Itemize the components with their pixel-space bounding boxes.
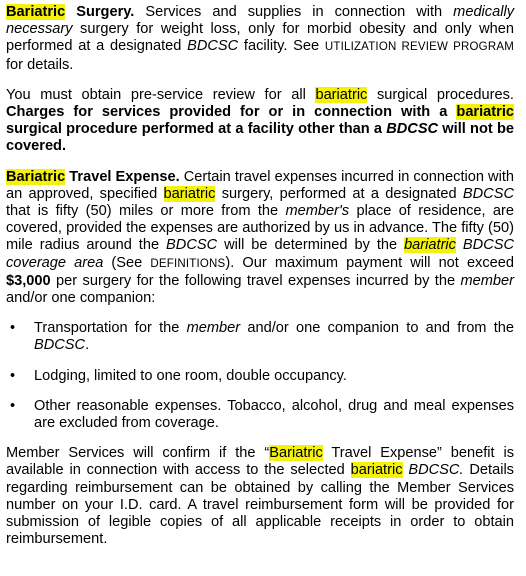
text: Transportation for the xyxy=(34,320,187,337)
italic-term: BDCSC xyxy=(166,237,218,254)
text: for details. xyxy=(6,56,74,73)
highlight: bariatric xyxy=(456,104,514,121)
text: surgical procedures. xyxy=(367,86,514,103)
highlight: bariatric xyxy=(315,86,368,103)
italic-term: member xyxy=(186,320,241,337)
bullet-icon: • xyxy=(10,320,16,337)
text: Services and supplies in connection with xyxy=(134,4,454,20)
travel-expense-list xyxy=(6,320,514,432)
text: per surgery for the following travel expenses incurred by the xyxy=(50,272,461,289)
text: . xyxy=(85,337,90,354)
heading-text: Travel Expense. xyxy=(65,168,180,185)
text: Other reasonable expenses. Tobacco, alcohol, drug and meal expenses are excluded from coverage. xyxy=(34,397,514,432)
italic-term: medically necessary xyxy=(6,4,514,38)
member-services-paragraph xyxy=(6,445,514,548)
text: and/or one companion to and from the xyxy=(240,320,515,337)
text: surgery for weight loss, only for morbid obesity and only when performed at a designated xyxy=(6,21,514,55)
coverage-warning xyxy=(6,104,514,154)
max-payment-amount: $3,000 xyxy=(6,272,51,289)
text: will be determined by the xyxy=(217,237,405,254)
text: surgery, performed at a designated xyxy=(215,185,463,202)
italic-term: BDCSC xyxy=(34,337,86,354)
list-item-transportation xyxy=(6,320,514,354)
pre-service-review-paragraph xyxy=(6,87,514,156)
text: and/or one companion: xyxy=(6,290,156,307)
travel-expense-paragraph xyxy=(6,169,514,308)
italic-term: member's xyxy=(285,203,350,220)
text: Charges for services provided for or in connection with a xyxy=(6,104,457,121)
cross-reference: DEFINITIONS xyxy=(150,257,226,270)
highlight: bariatric xyxy=(350,462,403,479)
text: Details regarding reimbursement can be obtained by calling the Member Services number on your I.D. card. A travel reimbursement form will be provided for submission of legible copies of all applicable receipts in order to obtain reimbursement. xyxy=(6,462,514,548)
text: will not be covered. xyxy=(6,121,514,155)
heading-text: Surgery. xyxy=(65,4,135,20)
highlight: bariatric xyxy=(163,185,216,202)
italic-term: BDCSC. xyxy=(402,462,464,479)
highlight: Bariatric xyxy=(269,445,323,462)
text: ). Our maximum payment will not exceed xyxy=(225,254,515,271)
italic-term: BDCSC xyxy=(462,185,514,202)
list-item-lodging xyxy=(6,368,514,385)
italic-term: member xyxy=(460,272,514,289)
text: place of residence, are covered, provided the expenses are authorized by us in advance. The fifty (50) mile radius around the xyxy=(6,203,514,254)
text: that is fifty (50) miles or more from the xyxy=(6,203,286,220)
bullet-icon: • xyxy=(10,367,16,384)
text: Certain travel expenses incurred in connection with an approved, specified xyxy=(6,168,514,202)
bullet-icon: • xyxy=(10,397,16,414)
text: You must obtain pre-service review for all xyxy=(6,86,316,103)
italic-term: BDCSC xyxy=(187,38,239,55)
italic-term: BDCSC xyxy=(386,121,439,138)
text: Member Services will confirm if the “ xyxy=(6,445,270,462)
travel-expense-heading xyxy=(6,169,180,185)
bariatric-surgery-paragraph xyxy=(6,4,514,74)
text: surgical procedure performed at a facility other than a xyxy=(6,121,387,138)
bariatric-surgery-heading xyxy=(6,4,134,20)
text: Lodging, limited to one room, double occupancy. xyxy=(34,367,347,384)
highlight: Bariatric xyxy=(6,4,66,20)
text: (See xyxy=(103,254,151,271)
text: facility. See xyxy=(238,38,325,55)
highlight: bariatric xyxy=(404,237,456,254)
italic-term: BDCSC coverage area xyxy=(6,237,515,271)
highlight: Bariatric xyxy=(6,168,66,185)
list-item-other-expenses xyxy=(6,398,514,432)
cross-reference: UTILIZATION REVIEW PROGRAM xyxy=(324,41,514,54)
text: Travel Expense” benefit is available in connection with access to the selected xyxy=(6,445,514,479)
